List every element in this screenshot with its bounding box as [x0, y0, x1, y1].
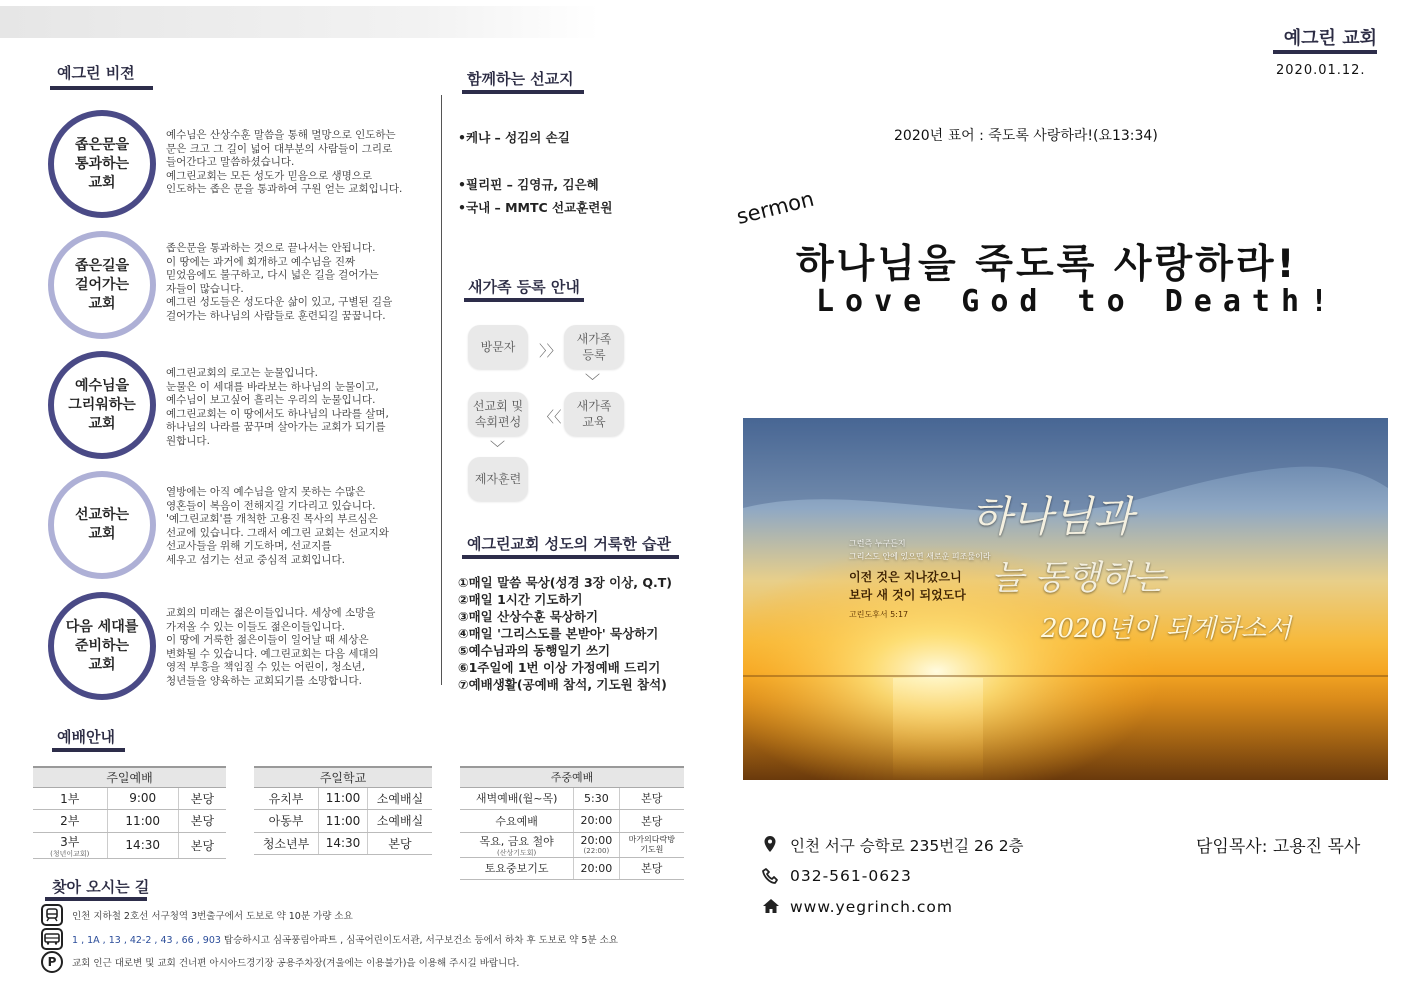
- vision-text-1: 예수님은 산상수훈 말씀을 통해 멸망으로 인도하는 문은 크고 그 길이 넓어 대부분의 사람들이 그리로 들어간다고 말씀하셨습니다. 예그린교회는 모든 성도가 믿음으로 생명으로 인도하는 좁은 문을 통과하여 구원 얻는 교회입니다.: [166, 129, 403, 196]
- verse-line-main: 보라 새 것이 되었도다: [849, 588, 966, 602]
- verse-reference: 고린도후서 5:17: [849, 610, 909, 619]
- flow-arrow-right: 〉〉: [539, 342, 562, 360]
- service-note: (청년이교회): [50, 849, 90, 858]
- column-divider: [441, 95, 442, 685]
- habits-title-underline: [462, 555, 679, 559]
- service-name: 목요, 금요 철야: [479, 834, 554, 848]
- church-address: 인천 서구 승학로 235번길 26 2층: [790, 837, 1024, 855]
- table-cell: 새벽예배(월~목): [460, 787, 574, 810]
- vision-text-5: 교회의 미래는 젊은이들입니다. 세상에 소망을 가져올 수 있는 이들도 젊은이들입니다. 이 땅에 거룩한 젊은이들이 일어날 때 세상은 변화될 수 있습니다. 예그린교회는 다음 세대의 영적 부흥을 책임질 수 있는 어린이, 청소년, 청년들을 양육하는 교회되기를 소망합니다.: [166, 607, 379, 687]
- table-row: [254, 787, 432, 810]
- habits-title: 예그린교회 성도의 거룩한 습관: [467, 535, 672, 553]
- service-name: 3부: [60, 834, 80, 849]
- step-education: 새가족 교육: [564, 392, 624, 436]
- habit-item: ⑦예배생활(공예배 참석, 기도원 참석): [458, 677, 667, 692]
- flow-arrow-down: ﹀: [490, 439, 506, 457]
- table-cell: 본당: [619, 857, 684, 880]
- table-cell: 11:00: [107, 810, 178, 833]
- table-row: [254, 810, 432, 833]
- step-discipleship: 제자훈련: [468, 457, 528, 501]
- table-cell: 11:00: [319, 787, 368, 810]
- table-cell: 수요예배: [460, 810, 574, 833]
- table-cell: 1부: [33, 787, 107, 810]
- parking-icon: P: [41, 951, 63, 973]
- table-header: 주일학교: [254, 767, 432, 787]
- vision-title: 예그린 비젼: [57, 64, 135, 82]
- parking-directions: 교회 인근 대로변 및 교회 건너편 아시아드경기장 공용주차장(겨울에는 이용불가)을 이용해 주시길 바랍니다.: [72, 958, 520, 969]
- table-cell: 9:00: [107, 787, 178, 810]
- table-cell: 토요중보기도: [460, 857, 574, 880]
- verse-line-small: 그리스도 안에 있으면 새로운 피조물이라: [849, 552, 991, 561]
- table-cell: [574, 832, 619, 857]
- phone-icon: [762, 867, 780, 889]
- habit-item: ⑥1주일에 1번 이상 가정예배 드리기: [458, 660, 661, 675]
- table-row: [460, 857, 684, 880]
- sunset-image: [743, 418, 1388, 780]
- table-cell: 소예배실: [367, 810, 432, 833]
- bus-numbers: 1 , 1A , 13 , 42-2 , 43 , 66 , 903: [72, 935, 221, 946]
- vision-title-underline: [50, 86, 153, 90]
- table-row: [33, 832, 226, 858]
- directions-title-underline: [45, 897, 147, 901]
- sunday-worship-table: [33, 766, 226, 859]
- step-small-group: 선교회 및 속회편성: [468, 392, 528, 436]
- table-row: [460, 787, 684, 810]
- missionary-item: •국내 – MMTC 선교훈련원: [458, 200, 613, 215]
- table-cell: 본당: [178, 787, 226, 810]
- bulletin-date: 2020.01.12.: [1276, 63, 1366, 78]
- vision-circle-5: 다음 세대를 준비하는 교회: [48, 592, 156, 700]
- weekday-worship-table: [460, 766, 684, 880]
- calligraphy-line-3: 2020년이 되게하소서: [1041, 614, 1292, 644]
- step-registration: 새가족 등록: [564, 325, 624, 369]
- habit-item: ①매일 말씀 묵상(성경 3장 이상, Q.T): [458, 575, 672, 590]
- vision-text-2: 좁은문을 통과하는 것으로 끝나서는 안됩니다. 이 땅에는 과거에 회개하고 예수님을 진짜 믿었음에도 불구하고, 다시 넓은 길을 걸어가는 자들이 많습니다. 예그린 성도들은 성도다운 삶이 있고, 구별된 길을 걸어가는 하나님의 사람들로 훈련되길 꿈꿉니다.: [166, 242, 393, 322]
- subway-directions: 인천 지하철 2호선 서구청역 3번출구에서 도보로 약 10분 가량 소요: [72, 911, 353, 922]
- table-cell: 5:30: [574, 787, 619, 810]
- sermon-title-ko: 하나님을 죽도록 사랑하라!: [796, 242, 1298, 287]
- vision-text-4: 열방에는 아직 예수님을 알지 못하는 수많은 영혼들이 복음이 전해지길 기다리고 있습니다. '예그린교회'를 개척한 고용진 목사의 부르심은 선교에 있습니다. 그래서 예그린 교회는 선교지와 선교사들을 위해 기도하며, 선교지를 세우고 섬기는 선교 중심적 교회입니다.: [166, 486, 389, 566]
- newcomer-title: 새가족 등록 안내: [468, 278, 580, 296]
- missionaries-title: 함께하는 선교지: [467, 70, 574, 88]
- table-cell: 청소년부: [254, 832, 319, 855]
- table-cell: 2부: [33, 810, 107, 833]
- table-row: [33, 810, 226, 833]
- newcomer-title-underline: [464, 298, 584, 302]
- worship-title-underline: [52, 748, 125, 752]
- table-row: [460, 810, 684, 833]
- table-cell: 14:30: [107, 832, 178, 858]
- table-cell: 11:00: [319, 810, 368, 833]
- sunday-school-table: [254, 766, 432, 855]
- table-row: [460, 832, 684, 857]
- table-cell: 20:00: [574, 857, 619, 880]
- table-cell: 마가의다락방 기도원: [619, 832, 684, 857]
- calligraphy-line-1: 하나님과: [971, 492, 1134, 541]
- table-cell: [33, 832, 107, 858]
- table-cell: 소예배실: [367, 787, 432, 810]
- missionary-item: •필리핀 – 김영규, 김은혜: [458, 177, 599, 192]
- sermon-tag: sermon: [734, 186, 817, 229]
- sermon-title-en: Love God to Death!: [816, 284, 1340, 319]
- flow-arrow-down: ﹀: [585, 372, 601, 390]
- vision-circle-4: 선교하는 교회: [48, 471, 156, 579]
- church-phone: 032-561-0623: [790, 867, 912, 885]
- service-note: (산상기도회): [496, 848, 537, 857]
- verse-line-small: 그런즉 누구든지: [849, 539, 906, 548]
- table-cell: 14:30: [319, 832, 368, 855]
- flow-arrow-left: 〈〈: [539, 408, 562, 426]
- table-cell: 유치부: [254, 787, 319, 810]
- table-cell: 20:00: [574, 810, 619, 833]
- table-cell: 본당: [178, 832, 226, 858]
- home-icon: [762, 898, 780, 918]
- service-time-note: (22:00): [583, 847, 610, 855]
- habit-item: ③매일 산상수훈 묵상하기: [458, 609, 599, 624]
- habit-item: ⑤예수님과의 동행일기 쓰기: [458, 643, 611, 658]
- service-time: 20:00: [580, 834, 613, 847]
- bus-directions: [72, 932, 618, 946]
- vision-circle-3: 예수님을 그리워하는 교회: [48, 351, 156, 459]
- table-cell: 본당: [619, 787, 684, 810]
- habits-list: [458, 574, 672, 693]
- bus-icon: [41, 928, 63, 950]
- location-icon: [762, 835, 778, 857]
- verse-line-main: 이전 것은 지나갔으니: [849, 570, 962, 584]
- table-row: [254, 832, 432, 855]
- habit-item: ②매일 1시간 기도하기: [458, 592, 583, 607]
- habit-item: ④매일 '그리스도를 본받아' 묵상하기: [458, 626, 659, 641]
- church-name: 예그린 교회: [1283, 28, 1377, 49]
- header-band: [0, 6, 600, 38]
- calligraphy-line-2: 늘 동행하는: [991, 558, 1167, 598]
- vision-circle-1: 좁은문을 통과하는 교회: [48, 110, 156, 218]
- yearly-motto: 2020년 표어 : 죽도록 사랑하라!(요13:34): [894, 128, 1158, 144]
- table-header: 주중예배: [460, 767, 684, 787]
- bus-text: 탑승하시고 심곡풍림아파트 , 심곡어린이도서관, 서구보건소 등에서 하차 후 도보로 약 5분 소요: [220, 935, 618, 946]
- table-cell: [460, 832, 574, 857]
- missionary-item: •케냐 – 성김의 손길: [458, 130, 570, 145]
- church-website[interactable]: www.yegrinch.com: [790, 898, 953, 916]
- table-cell: 아동부: [254, 810, 319, 833]
- vision-text-3: 예그린교회의 로고는 눈물입니다. 눈물은 이 세대를 바라보는 하나님의 눈물이고, 예수님이 보고싶어 흘리는 우리의 눈물입니다. 예그린교회는 이 땅에서도 하나님의 나라를 살며, 하나님의 나라를 꿈꾸며 살아가는 교회가 되기를 원합니다.: [166, 367, 389, 447]
- sunset-illustration: [743, 418, 1388, 780]
- senior-pastor: 담임목사: 고용진 목사: [1196, 837, 1361, 857]
- subway-icon: [41, 904, 63, 926]
- table-cell: 본당: [367, 832, 432, 855]
- step-visitor: 방문자: [468, 325, 528, 369]
- directions-title: 찾아 오시는 길: [52, 878, 150, 896]
- table-row: [33, 787, 226, 810]
- worship-title: 예배안내: [57, 728, 115, 746]
- missionaries-title-underline: [462, 90, 584, 94]
- table-cell: 본당: [178, 810, 226, 833]
- table-header: 주일예배: [33, 767, 226, 787]
- church-name-underline: [1273, 50, 1377, 54]
- table-cell: 본당: [619, 810, 684, 833]
- vision-circle-2: 좁은길을 걸어가는 교회: [48, 231, 156, 339]
